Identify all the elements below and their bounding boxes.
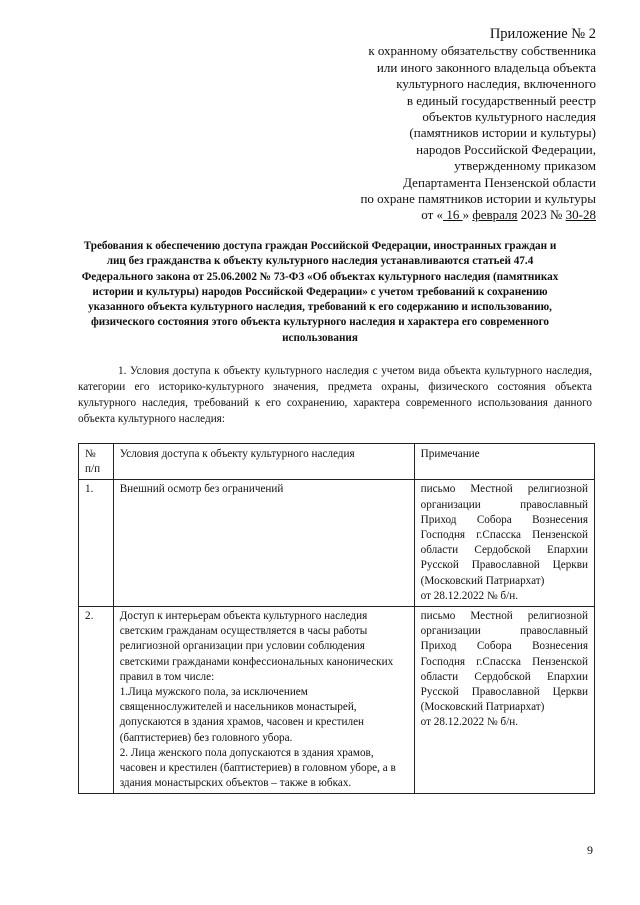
note-text: письмо Местной религиозной организации православный Приход Собора Вознесения Господня г.Спасска Пензенской области Сердобской Епархии Русской Православной Церкви (Московский Патриархат) [420, 483, 588, 587]
appendix-line: (памятников истории и культуры) [409, 125, 596, 141]
table-row [79, 480, 595, 607]
requirements-heading: Требования к обеспечению доступа граждан Российской Федерации, иностранных граждан и лиц без гражданства к объекту культурного наследия устанавливаются статьей 47.4 Федерального закона от 25.06.2002 № 73-ФЗ «Об объектах культурного наследия (памятниках истории и культуры) народов Российской Федерации» с учетом требований к сохранению указанного объекта культурного наследия, требований к его содержанию и использованию, физического состояния этого объекта культурного наследия и характера его современного использования [81, 240, 559, 344]
order-date-line [276, 207, 596, 223]
row-note [414, 607, 594, 794]
header-num: № п/п [79, 444, 114, 480]
row-number: 2. [79, 607, 114, 794]
date-prefix: от « [421, 207, 444, 223]
appendix-line: Департамента Пензенской области [403, 174, 596, 190]
date-year: 2023 № [517, 207, 566, 223]
condition-text: Доступ к интерьерам объекта культурного наследия светским гражданам осуществляется в часы работы религиозной организации при условии соблюдения светскими гражданами конфессиональных канонических правил в том числе: [119, 610, 394, 683]
note-text: письмо Местной религиозной организации православный Приход Собора Вознесения Господня г.Спасска Пензенской области Сердобской Епархии Русской Православной Церкви (Московский Патриархат) [420, 610, 588, 714]
appendix-line: к охранному обязательству собственника [368, 43, 596, 59]
condition-text: 2. Лица женского пола допускаются в здания храмов, часовен и крестилен (баптистериев) в головном уборе, а в здания монастырских объектов – также в юбках. [119, 746, 396, 790]
appendix-line: культурного наследия, включенного [396, 76, 596, 92]
row-condition [113, 607, 414, 794]
page-number: 9 [587, 843, 593, 857]
note-date: от 28.12.2022 № б/н. [420, 589, 518, 602]
header-note: Примечание [414, 444, 594, 480]
appendix-line: в единый государственный реестр [406, 92, 596, 108]
appendix-block [276, 26, 596, 224]
date-month: февраля [472, 207, 518, 223]
appendix-line: утвержденному приказом [454, 158, 596, 174]
row-number: 1. [79, 480, 114, 607]
appendix-line: народов Российской Федерации, [416, 141, 596, 157]
note-date: от 28.12.2022 № б/н. [420, 716, 518, 729]
paragraph-text: 1. Условия доступа к объекту культурного наследия с учетом вида объекта культурного наследия, категории его историко-культурного значения, предмета охраны, физического состояния объекта культурного наследия, требований к его сохранению, характера современного использования данного объекта культурного наследия: [78, 365, 592, 425]
paragraph-conditions [78, 363, 592, 427]
appendix-line: объектов культурного наследия [422, 109, 596, 125]
appendix-line: или иного законного владельца объекта [376, 59, 596, 75]
appendix-line: по охране памятников истории и культуры [360, 191, 596, 207]
appendix-title: Приложение № 2 [489, 26, 596, 42]
table-row [79, 607, 595, 794]
table-header-row [79, 444, 595, 480]
row-note [414, 480, 594, 607]
condition-text: 1.Лица мужского пола, за исключением священнослужителей и насельников монастырей, допускаются в здания храмов, часовен и крестилен (баптистериев) без головного убора. [119, 686, 365, 744]
condition-text: Внешний осмотр без ограничений [119, 483, 284, 496]
access-conditions-table [78, 443, 595, 794]
row-condition [113, 480, 414, 607]
date-day: 16 [443, 207, 463, 223]
date-separator: » [462, 207, 473, 223]
order-number: 30-28 [565, 207, 596, 223]
header-conditions: Условия доступа к объекту культурного наследия [113, 444, 414, 480]
